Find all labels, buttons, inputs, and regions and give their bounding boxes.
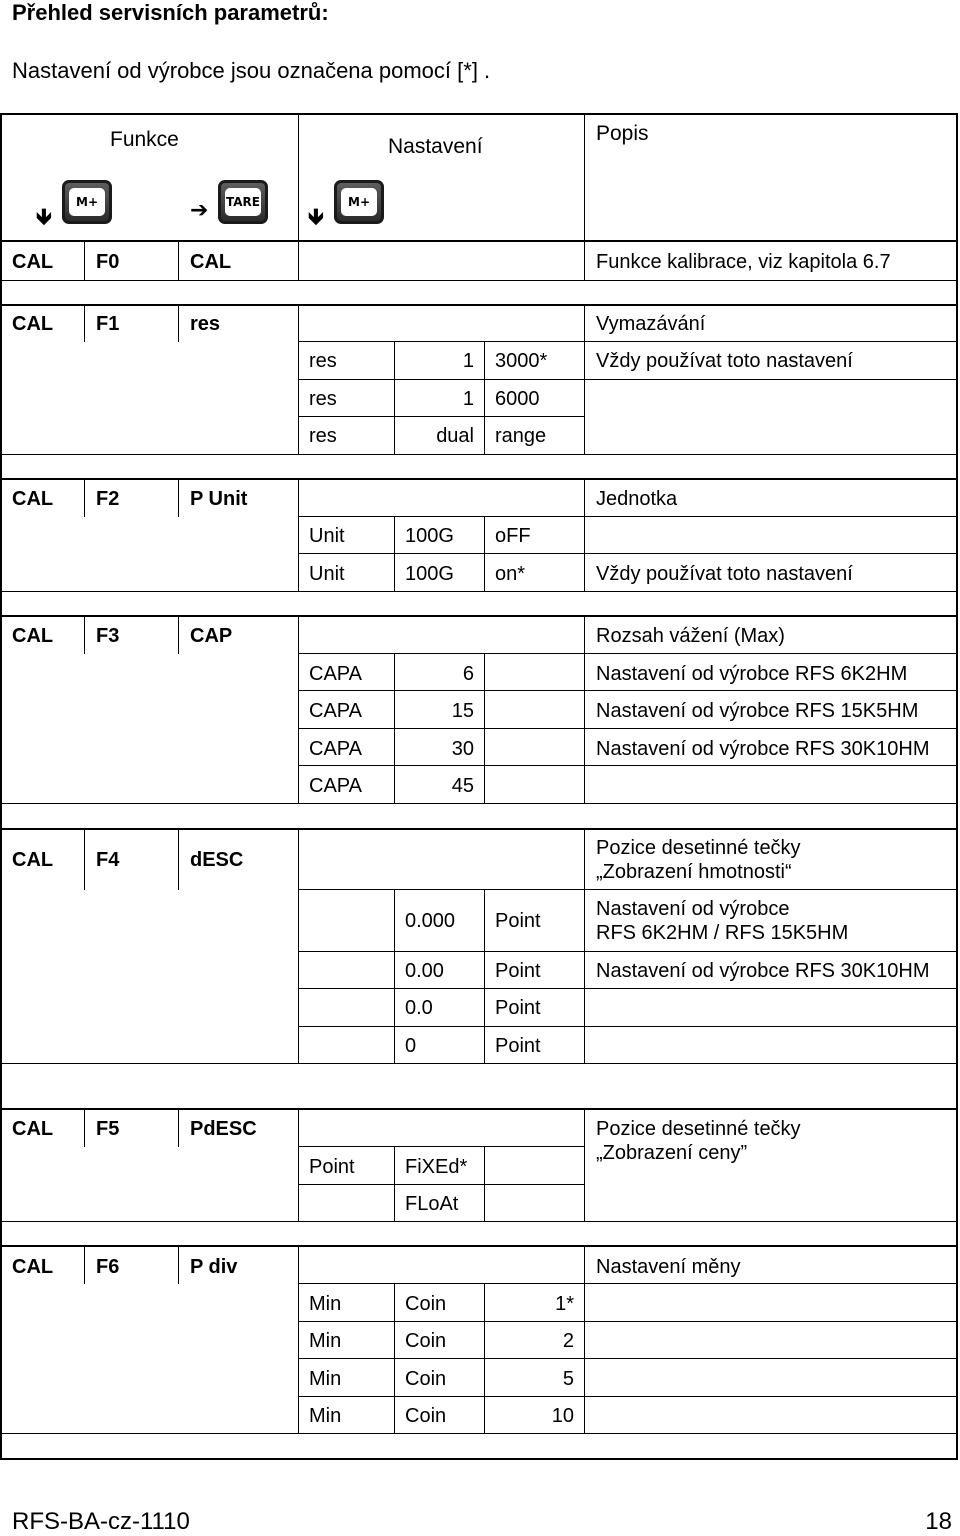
f5-value-fixed: FiXEd* [405,1156,468,1178]
f5-description: Pozice desetinné tečky [596,1118,801,1140]
f6-row-setting: 1* [555,1293,574,1315]
f2-row-description: Vždy používat toto nastavení [596,563,853,585]
f2-row-setting: oFF [495,525,531,547]
header-funkce: Funkce [110,128,179,151]
f3-cal: CAL [12,625,54,647]
f4-row-setting: Point [495,960,541,982]
factory-settings-note: Nastavení od výrobce jsou označena pomocí [*] . [12,58,491,83]
f6-row-param: Min [309,1405,342,1427]
f1-row-description: Vždy používat toto nastavení [596,350,853,372]
f6-row-setting: 10 [551,1405,574,1427]
f1-row-value: dual [436,425,474,447]
f6-code: F6 [96,1256,120,1278]
f3-row-param: CAPA [309,700,362,722]
f3-row-value: 30 [451,738,474,760]
f5-value-float: FLoAt [405,1193,459,1215]
f1-cal: CAL [12,313,54,335]
f1-row-param: res [309,388,337,410]
f3-row-description: Nastavení od výrobce RFS 6K2HM [596,663,908,685]
f0-description: Funkce kalibrace, viz kapitola 6.7 [596,251,891,273]
f6-row-value: Coin [405,1330,447,1352]
f1-row-setting: 3000* [495,350,548,372]
f4-row-description: Nastavení od výrobce [596,898,790,920]
header-nastaveni: Nastavení [388,135,483,158]
f6-row-param: Min [309,1293,342,1315]
f3-code: F3 [96,625,120,647]
f2-row-value: 100G [405,563,454,585]
f3-row-param: CAPA [309,738,362,760]
m-plus-key-icon: M+ [62,180,112,224]
f3-row-param: CAPA [309,663,362,685]
f2-row-param: Unit [309,525,345,547]
f4-row-setting: Point [495,910,541,932]
f4-row-value: 0.000 [405,910,456,932]
f4-description-sub: „Zobrazení hmotnosti“ [596,861,792,883]
f4-row-description: Nastavení od výrobce RFS 30K10HM [596,960,930,982]
f2-row-value: 100G [405,525,454,547]
f1-row-param: res [309,425,337,447]
f1-row-value: 1 [462,350,474,372]
f3-description: Rozsah vážení (Max) [596,625,785,647]
f4-cal: CAL [12,849,54,871]
f3-name: CAP [190,625,233,647]
f4-description: Pozice desetinné tečky [596,837,801,859]
f6-row-value: Coin [405,1405,447,1427]
f3-row-value: 15 [451,700,474,722]
f1-row-param: res [309,350,337,372]
f5-code: F5 [96,1118,120,1140]
f0-cal: CAL [12,251,54,273]
f1-description: Vymazávání [596,313,706,335]
tare-key-icon: TARE [218,180,268,224]
f4-row-value: 0.00 [405,960,444,982]
f2-row-param: Unit [309,563,345,585]
f2-row-setting: on* [495,563,526,585]
arrow-right-icon: ➔ [190,198,209,223]
f3-row-description: Nastavení od výrobce RFS 30K10HM [596,738,930,760]
f1-row-setting: 6000 [495,388,540,410]
f6-row-setting: 5 [562,1368,574,1390]
f5-description-sub: „Zobrazení ceny” [596,1142,748,1164]
f5-param: Point [309,1156,355,1178]
f3-row-param: CAPA [309,775,362,797]
f4-code: F4 [96,849,120,871]
page-heading: Přehled servisních parametrů: [12,0,329,25]
f6-row-param: Min [309,1368,342,1390]
f3-row-value: 45 [451,775,474,797]
f2-description: Jednotka [596,488,678,510]
f3-row-value: 6 [462,663,474,685]
f1-row-setting: range [495,425,547,447]
f4-row-value: 0 [405,1035,417,1057]
f6-name: P div [190,1256,238,1278]
f0-name: CAL [190,251,232,273]
f4-row-description-models: RFS 6K2HM / RFS 15K5HM [596,922,849,944]
f4-row-setting: Point [495,997,541,1019]
page-number: 18 [925,1508,952,1535]
f2-name: P Unit [190,488,248,510]
m-plus-key-icon: M+ [334,180,384,224]
f5-name: PdESC [190,1118,257,1140]
f1-row-value: 1 [462,388,474,410]
f6-row-setting: 2 [562,1330,574,1352]
f6-description: Nastavení měny [596,1256,741,1278]
f6-cal: CAL [12,1256,54,1278]
f1-code: F1 [96,313,120,335]
arrow-down-icon: 🡻 [308,205,324,230]
f1-name: res [190,313,221,335]
f2-code: F2 [96,488,120,510]
document-id: RFS-BA-cz-1110 [12,1508,190,1535]
f4-row-setting: Point [495,1035,541,1057]
f6-row-value: Coin [405,1368,447,1390]
f5-cal: CAL [12,1118,54,1140]
header-popis: Popis [596,122,649,145]
f6-row-value: Coin [405,1293,447,1315]
f0-code: F0 [96,251,120,273]
f4-name: dESC [190,849,244,871]
f3-row-description: Nastavení od výrobce RFS 15K5HM [596,700,919,722]
arrow-down-icon: 🡻 [36,205,52,230]
f6-row-param: Min [309,1330,342,1352]
f2-cal: CAL [12,488,54,510]
f4-row-value: 0.0 [405,997,433,1019]
